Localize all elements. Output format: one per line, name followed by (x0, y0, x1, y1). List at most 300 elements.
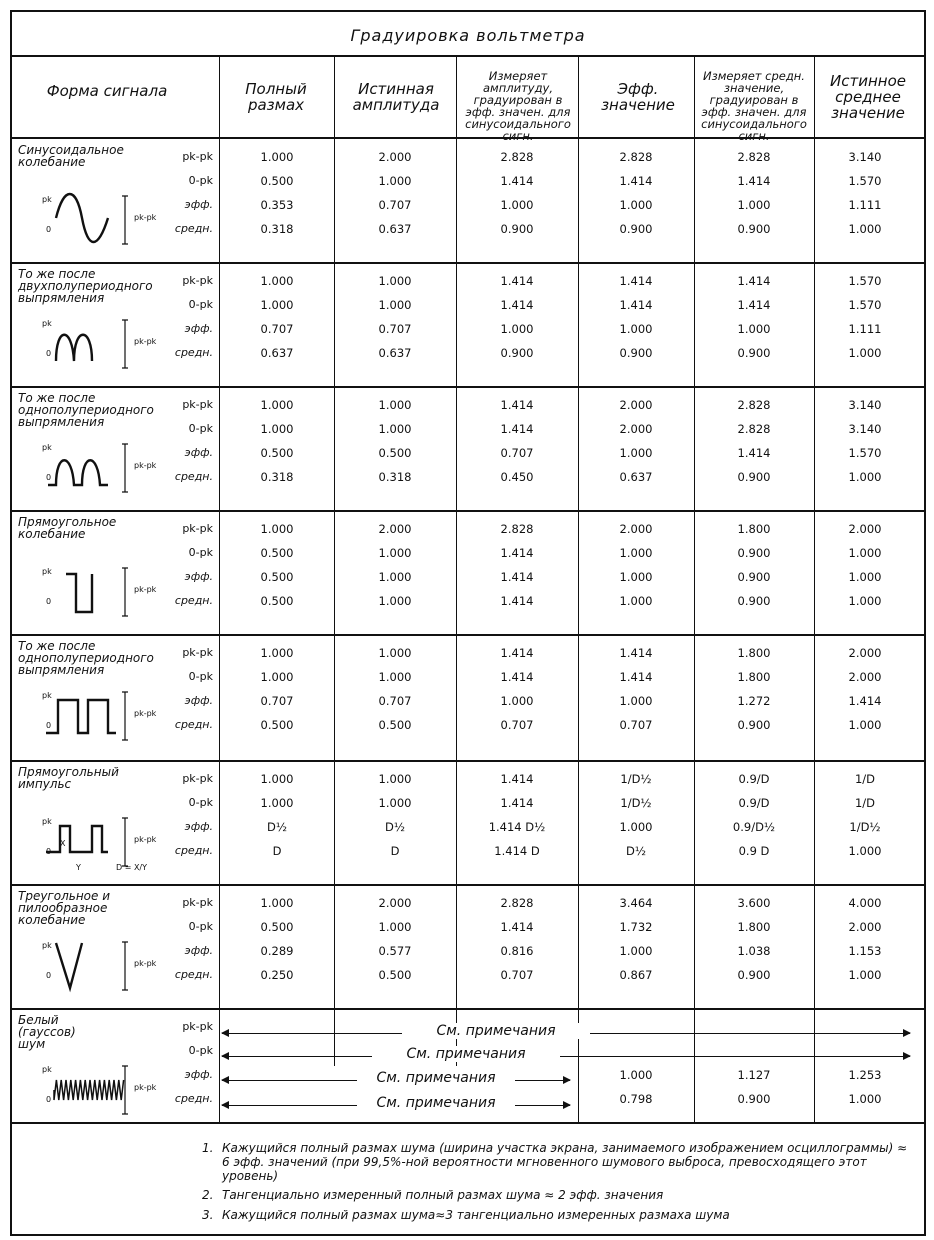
row-label: 0-pk (188, 546, 213, 559)
table-cell: 0.500 (260, 718, 294, 732)
note-text: Тангенциально измеренный полный размах шума ≈ 2 эфф. значения (222, 1188, 664, 1203)
fullwave-rectified-icon (16, 306, 166, 376)
duty-label: D = X/Y (116, 863, 148, 872)
signal-name: То же после однополупериодного выпрямления (18, 391, 154, 429)
note-item (202, 1142, 912, 1183)
table-cell: 1.000 (619, 198, 653, 212)
waveform-path (56, 335, 92, 361)
table-cell: 0.707 (500, 968, 534, 982)
table-cell: 1.000 (619, 322, 653, 336)
row-label: 0-pk (188, 298, 213, 311)
pk-label: pk (42, 691, 52, 700)
pk-label: pk (42, 443, 52, 452)
table-cell: 1.000 (260, 274, 294, 288)
row-label: pk-pk (182, 896, 213, 909)
table-cell: 1.414 (500, 594, 534, 608)
header-rms: Эфф. значение (601, 80, 675, 114)
table-cell: 0.637 (378, 222, 412, 236)
zero-label: 0 (46, 473, 52, 482)
pkpk-label: pk-pk (134, 835, 157, 844)
pk-label: pk (42, 195, 52, 204)
table-cell: 1.414 (848, 694, 882, 708)
table-cell: 3.140 (848, 398, 882, 412)
table-cell: 1.000 (260, 646, 294, 660)
table-cell: 1.800 (737, 670, 771, 684)
zero-label: 0 (46, 847, 52, 856)
table-cell: 1.000 (378, 570, 412, 584)
table-cell: 1.414 (737, 298, 771, 312)
table-cell: 0.9/D (738, 796, 770, 810)
table-cell: 0.318 (378, 470, 412, 484)
header-meas-amp: Измеряет амплитуду, градуирован в эфф. значен. для синусоидального сигн. (465, 69, 571, 144)
table-cell: 1.732 (619, 920, 653, 934)
table-cell: 1.414 (500, 796, 534, 810)
zero-label: 0 (46, 721, 52, 730)
table-cell: 1.000 (378, 920, 412, 934)
table-cell: 2.000 (848, 522, 882, 536)
pk-label: pk (42, 319, 52, 328)
table-cell: 2.000 (378, 522, 412, 536)
table-cell: 0.9/D½ (732, 820, 776, 834)
table-cell: 1.000 (378, 546, 412, 560)
table-cell: 0.318 (260, 222, 294, 236)
table-cell: D (390, 844, 400, 858)
note-number: 2. (202, 1188, 214, 1203)
table-cell: 1.800 (737, 646, 771, 660)
zero-label: 0 (46, 971, 52, 980)
waveform-path (48, 460, 108, 485)
table-cell: 1.800 (737, 920, 771, 934)
row-label: эфф. (184, 570, 213, 583)
table-cell: 0.500 (260, 546, 294, 560)
table-cell: 1.414 (500, 274, 534, 288)
table-cell: 0.816 (500, 944, 534, 958)
pkpk-bar (122, 942, 128, 990)
row-label: pk-pk (182, 1020, 213, 1033)
row-label: средн. (174, 968, 213, 981)
zero-label: 0 (46, 597, 52, 606)
table-cell: 1.414 (500, 646, 534, 660)
table-cell: 0.900 (737, 718, 771, 732)
divider (12, 386, 924, 388)
table-cell: 0.707 (619, 718, 653, 732)
note-text: Кажущийся полный размах шума (ширина участка экрана, занимаемого изображением осциллограммы) ≈ 6 эфф. значений (при 99,5%-ной вероятности мгновенного шумового выброса, превосходящего этот уровень) (222, 1141, 908, 1183)
table-cell: 2.828 (737, 422, 771, 436)
row-label: 0-pk (188, 1044, 213, 1057)
table-cell: 0.289 (260, 944, 294, 958)
table-cell: 2.828 (737, 150, 771, 164)
table-cell: 1.414 D (494, 844, 540, 858)
divider (12, 262, 924, 264)
pk-label: pk (42, 1065, 52, 1074)
row-label: эфф. (184, 820, 213, 833)
row-label: 0-pk (188, 920, 213, 933)
table-cell: 1.000 (619, 694, 653, 708)
table-cell: 1.000 (378, 646, 412, 660)
row-label: средн. (174, 594, 213, 607)
table-cell: 1.000 (619, 944, 653, 958)
table-cell: 1.000 (848, 546, 882, 560)
table-cell: 1.000 (378, 772, 412, 786)
table-cell: D½ (384, 820, 405, 834)
table-cell: 1.000 (378, 274, 412, 288)
table-cell: 1.000 (500, 322, 534, 336)
table-cell: 0.577 (378, 944, 412, 958)
row-label: средн. (174, 718, 213, 731)
signal-name: Прямоугольное колебание (18, 515, 117, 541)
divider (12, 1122, 924, 1124)
row-label: эфф. (184, 694, 213, 707)
table-cell: 0.9/D (738, 772, 770, 786)
pulse-train-icon (16, 804, 166, 874)
table-cell: 0.707 (500, 446, 534, 460)
table-cell: 1.000 (848, 844, 882, 858)
table-cell: D½ (266, 820, 287, 834)
table-cell: 1.414 (737, 446, 771, 460)
table-cell: 1.414 (500, 398, 534, 412)
row-label: 0-pk (188, 796, 213, 809)
note-number: 3. (202, 1208, 214, 1223)
column-line (578, 56, 579, 1122)
table-cell: D (272, 844, 282, 858)
table-cell: 1.570 (848, 298, 882, 312)
row-label: средн. (174, 844, 213, 857)
see-notes-arrow (222, 1056, 910, 1057)
column-line (814, 56, 815, 1122)
table-cell: 1.000 (848, 222, 882, 236)
divider (12, 760, 924, 762)
table-cell: 1/D½ (620, 772, 652, 786)
header-pp: Полный размах (245, 80, 307, 114)
row-label: pk-pk (182, 772, 213, 785)
table-cell: 0.900 (737, 594, 771, 608)
table-cell: 0.867 (619, 968, 653, 982)
table-cell: 4.000 (848, 896, 882, 910)
row-label: 0-pk (188, 422, 213, 435)
table-cell: 0.500 (378, 446, 412, 460)
table-cell: 1.000 (378, 298, 412, 312)
table-cell: 1/D (854, 772, 876, 786)
table-cell: 0.500 (260, 594, 294, 608)
table-cell: 1.000 (260, 298, 294, 312)
table-cell: 2.000 (848, 646, 882, 660)
table-cell: 0.900 (737, 968, 771, 982)
waveform-path (56, 943, 82, 988)
pkpk-bar (122, 568, 128, 616)
table-cell: 1.000 (848, 470, 882, 484)
waveform-path (66, 574, 92, 612)
table-cell: 2.000 (848, 670, 882, 684)
zero-label: 0 (46, 225, 52, 234)
table-cell: 0.500 (260, 446, 294, 460)
pkpk-label: pk-pk (134, 709, 157, 718)
signal-name: Синусоидальное колебание (18, 143, 124, 169)
header-form: Форма сигнала (46, 82, 168, 100)
table-cell: 3.464 (619, 896, 653, 910)
table-cell: 1.111 (848, 198, 882, 212)
table-cell: 1.414 (619, 298, 653, 312)
waveform-path (46, 700, 116, 733)
table-cell: 1.414 (500, 772, 534, 786)
see-notes-label: См. примечания (357, 1070, 515, 1086)
table-cell: 1.000 (619, 1068, 653, 1082)
table-cell: 1.414 (737, 274, 771, 288)
table-cell: 1.414 (619, 670, 653, 684)
table-cell: 0.500 (260, 920, 294, 934)
table-cell: 1.000 (260, 150, 294, 164)
table-cell: 2.828 (619, 150, 653, 164)
divider (12, 1008, 924, 1010)
table-cell: 0.900 (500, 222, 534, 236)
table-cell: 0.318 (260, 470, 294, 484)
table-cell: 1.414 (500, 570, 534, 584)
row-label: эфф. (184, 944, 213, 957)
zero-label: 0 (46, 1095, 52, 1104)
row-label: средн. (174, 222, 213, 235)
pkpk-bar (122, 444, 128, 492)
table-cell: 0.637 (378, 346, 412, 360)
row-label: средн. (174, 470, 213, 483)
note-item (202, 1189, 912, 1203)
table-cell: 1.000 (378, 594, 412, 608)
halfwave-rectified-icon (16, 430, 166, 500)
table-cell: 0.707 (260, 694, 294, 708)
x-label: X (60, 839, 66, 848)
table-cell: 0.450 (500, 470, 534, 484)
table-cell: D½ (625, 844, 646, 858)
table-cell: 1.414 (500, 546, 534, 560)
row-label: pk-pk (182, 522, 213, 535)
divider (12, 55, 924, 57)
table-cell: 0.250 (260, 968, 294, 982)
table-cell: 0.707 (260, 322, 294, 336)
table-cell: 1.000 (378, 670, 412, 684)
table-cell: 1.570 (848, 446, 882, 460)
table-cell: 1.000 (500, 198, 534, 212)
table-cell: 1.570 (848, 174, 882, 188)
table-cell: 2.828 (500, 896, 534, 910)
square-wave-icon (16, 554, 166, 624)
row-label: средн. (174, 1092, 213, 1105)
header-true-avg: Истинное среднее значение (830, 72, 906, 122)
table-cell: 1.000 (619, 570, 653, 584)
table-cell: 1/D (854, 796, 876, 810)
table-cell: 0.500 (378, 718, 412, 732)
table-cell: 1.414 (500, 920, 534, 934)
see-notes-label: См. примечания (402, 1023, 590, 1039)
note-text: Кажущийся полный размах шума≈3 тангенциально измеренных размаха шума (222, 1208, 730, 1223)
row-label: pk-pk (182, 274, 213, 287)
table-cell: 0.707 (378, 198, 412, 212)
pkpk-label: pk-pk (134, 1083, 157, 1092)
table-cell: 1.414 (500, 298, 534, 312)
row-label: эфф. (184, 198, 213, 211)
pk-label: pk (42, 567, 52, 576)
divider (12, 634, 924, 636)
table-cell: 1.414 D½ (488, 820, 546, 834)
table-cell: 0.353 (260, 198, 294, 212)
table-cell: 1.414 (619, 174, 653, 188)
table-cell: 1.253 (848, 1068, 882, 1082)
zero-label: 0 (46, 349, 52, 358)
table-cell: 1.038 (737, 944, 771, 958)
pkpk-bar (122, 196, 128, 244)
table-cell: 1.414 (500, 422, 534, 436)
pkpk-bar (122, 320, 128, 368)
sine-wave-icon (16, 182, 166, 252)
table-cell: 1.000 (378, 422, 412, 436)
table-cell: 1/D½ (849, 820, 881, 834)
row-label: pk-pk (182, 398, 213, 411)
table-cell: 0.500 (260, 174, 294, 188)
table-cell: 2.000 (848, 920, 882, 934)
note-number: 1. (202, 1141, 214, 1155)
rectified-square-icon (16, 678, 166, 748)
row-label: средн. (174, 346, 213, 359)
see-notes-label: См. примечания (372, 1046, 560, 1062)
notes (202, 1142, 912, 1229)
header-meas-avg: Измеряет средн. значение, градуирован в эфф. значен. для синусоидального сигн. (701, 69, 807, 144)
table-cell: 2.000 (378, 896, 412, 910)
table-cell: 1.000 (260, 522, 294, 536)
row-label: эфф. (184, 1068, 213, 1081)
pk-label: pk (42, 941, 52, 950)
table-cell: 1.111 (848, 322, 882, 336)
divider (12, 510, 924, 512)
table-cell: 1.000 (260, 422, 294, 436)
row-label: pk-pk (182, 150, 213, 163)
pkpk-label: pk-pk (134, 213, 157, 222)
table-cell: 2.828 (500, 522, 534, 536)
pkpk-label: pk-pk (134, 585, 157, 594)
table-cell: 0.500 (260, 570, 294, 584)
waveform-path (46, 826, 108, 852)
table-cell: 1.000 (737, 198, 771, 212)
table-cell: 0.707 (500, 718, 534, 732)
note-item (202, 1209, 912, 1223)
table-cell: 1.000 (619, 546, 653, 560)
pkpk-label: pk-pk (134, 461, 157, 470)
table-cell: 0.707 (378, 694, 412, 708)
table-cell: 1.000 (848, 594, 882, 608)
row-label: эфф. (184, 446, 213, 459)
table-cell: 1.000 (848, 718, 882, 732)
table-cell: 0.900 (737, 222, 771, 236)
pkpk-label: pk-pk (134, 337, 157, 346)
signal-name: Треугольное и пилообразное колебание (18, 889, 111, 927)
table-cell: 1.414 (619, 646, 653, 660)
table-cell: 0.798 (619, 1092, 653, 1106)
table-cell: 1.414 (619, 274, 653, 288)
table-cell: 1.153 (848, 944, 882, 958)
column-line (334, 56, 335, 1066)
table-cell: 1.000 (260, 398, 294, 412)
pkpk-label: pk-pk (134, 959, 157, 968)
see-notes-label: См. примечания (357, 1095, 515, 1111)
header-true-amp: Истинная амплитуда (352, 80, 440, 114)
table-cell: 2.828 (737, 398, 771, 412)
y-label: Y (76, 863, 81, 872)
table-cell: 1.414 (737, 174, 771, 188)
table-cell: 1.000 (260, 896, 294, 910)
table-cell: 1.800 (737, 522, 771, 536)
table-cell: 1.000 (848, 968, 882, 982)
waveform-path (54, 1080, 124, 1100)
table-cell: 3.600 (737, 896, 771, 910)
table-cell: 1.000 (848, 1092, 882, 1106)
table-cell: 1.272 (737, 694, 771, 708)
calibration-table (10, 10, 926, 1236)
table-cell: 3.140 (848, 150, 882, 164)
table-cell: 0.900 (737, 1092, 771, 1106)
row-label: эфф. (184, 322, 213, 335)
table-cell: 0.9 D (738, 844, 770, 858)
white-noise-icon (16, 1052, 166, 1122)
divider (12, 137, 924, 139)
table-cell: 1.000 (737, 322, 771, 336)
waveform-path (56, 194, 108, 242)
table-cell: 0.900 (737, 470, 771, 484)
table-cell: 1.414 (500, 670, 534, 684)
table-cell: 3.140 (848, 422, 882, 436)
triangle-wave-icon (16, 928, 166, 998)
table-cell: 1.000 (619, 820, 653, 834)
table-cell: 2.828 (500, 150, 534, 164)
table-cell: 1.000 (619, 446, 653, 460)
column-line (694, 56, 695, 1122)
table-cell: 0.900 (737, 570, 771, 584)
table-cell: 0.900 (500, 346, 534, 360)
table-cell: 0.500 (378, 968, 412, 982)
table-cell: 1.414 (500, 174, 534, 188)
signal-name: То же после однополупериодного выпрямления (18, 639, 154, 677)
table-cell: 0.900 (737, 546, 771, 560)
table-cell: 1.000 (260, 772, 294, 786)
table-cell: 1.000 (500, 694, 534, 708)
table-cell: 2.000 (619, 398, 653, 412)
table-cell: 0.707 (378, 322, 412, 336)
table-cell: 0.637 (619, 470, 653, 484)
signal-name: Прямоугольный импульс (18, 765, 119, 791)
table-cell: 1.570 (848, 274, 882, 288)
column-line (456, 56, 457, 1066)
pkpk-bar (122, 692, 128, 740)
pkpk-bar (122, 818, 128, 866)
column-line (219, 56, 220, 1122)
table-cell: 1.000 (378, 796, 412, 810)
table-cell: 1.000 (848, 570, 882, 584)
table-cell: 2.000 (619, 422, 653, 436)
table-cell: 2.000 (378, 150, 412, 164)
table-cell: 1.127 (737, 1068, 771, 1082)
table-cell: 1.000 (378, 398, 412, 412)
row-label: pk-pk (182, 646, 213, 659)
table-cell: 1.000 (378, 174, 412, 188)
table-cell: 0.900 (619, 222, 653, 236)
table-title: Градуировка вольтметра (350, 26, 586, 45)
row-label: 0-pk (188, 670, 213, 683)
table-cell: 1.000 (619, 594, 653, 608)
divider (12, 884, 924, 886)
signal-name: То же после двухполупериодного выпрямления (18, 267, 153, 305)
signal-name: Белый (гауссов) шум (18, 1013, 76, 1051)
row-label: 0-pk (188, 174, 213, 187)
table-cell: 1.000 (848, 346, 882, 360)
pk-label: pk (42, 817, 52, 826)
table-cell: 0.637 (260, 346, 294, 360)
table-cell: 2.000 (619, 522, 653, 536)
table-cell: 1/D½ (620, 796, 652, 810)
